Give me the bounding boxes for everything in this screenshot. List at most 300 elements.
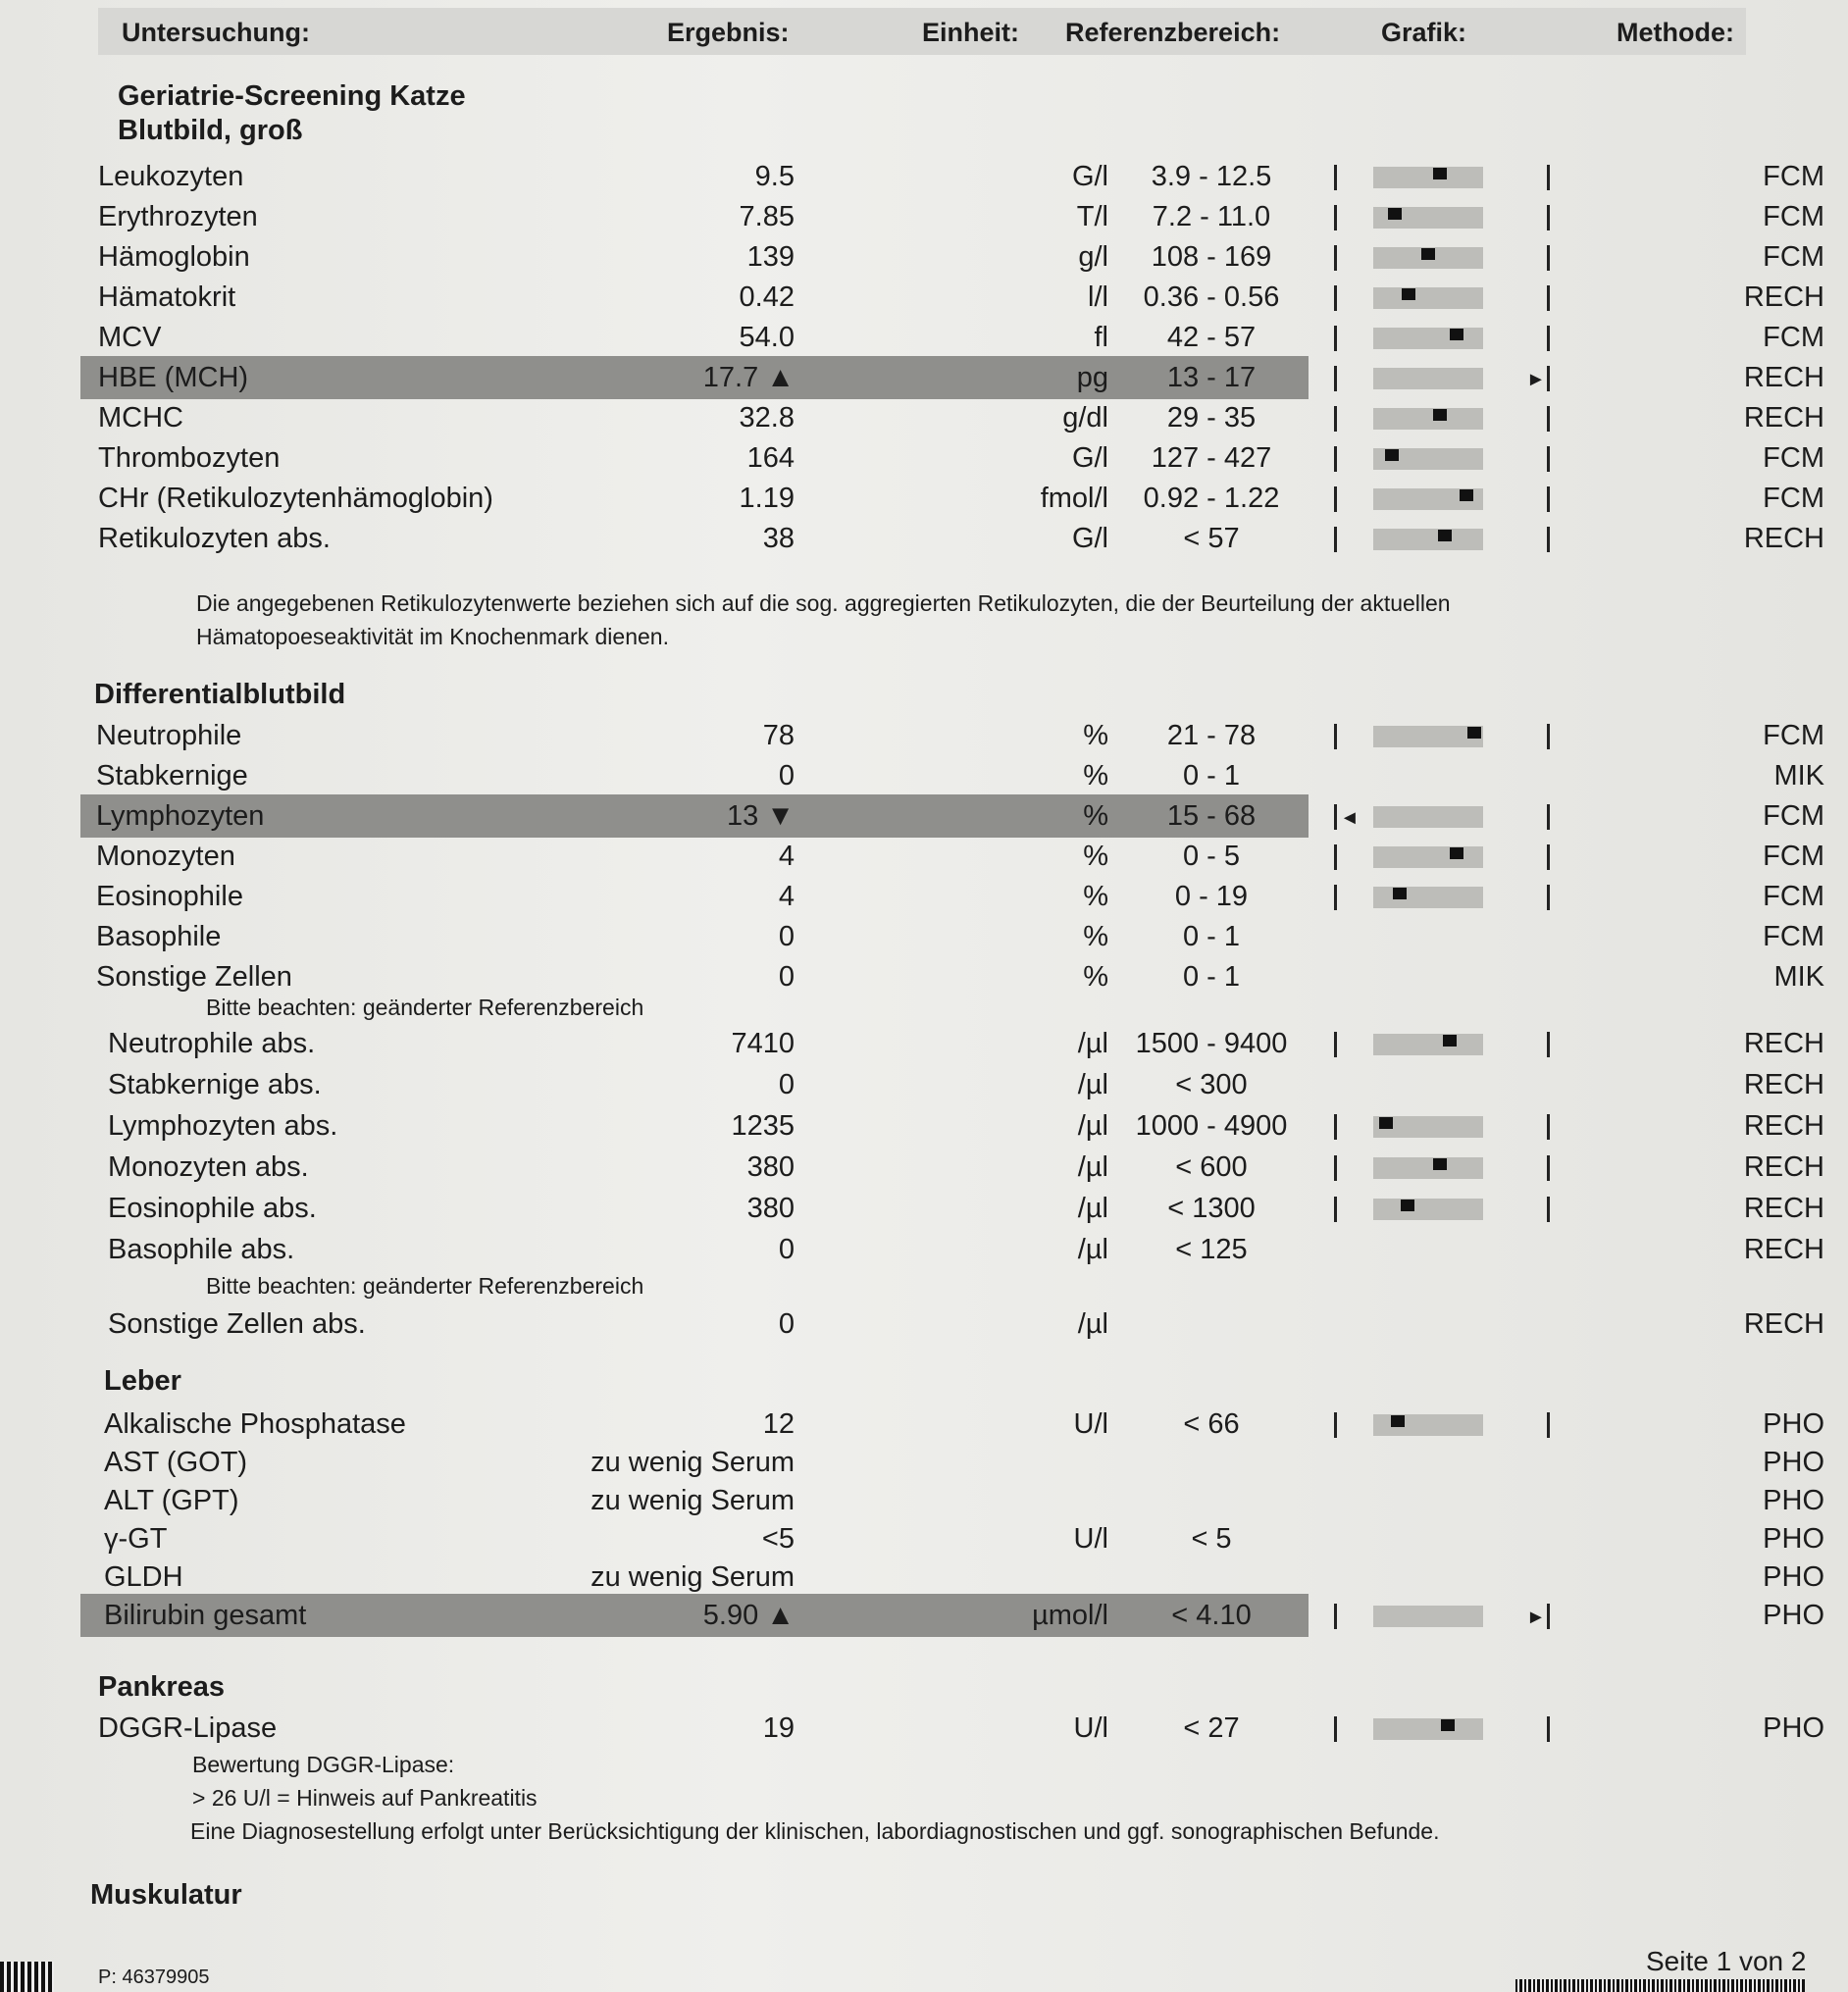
range-bar xyxy=(1373,408,1483,430)
row-method: RECH xyxy=(1743,362,1824,393)
row-unit: % xyxy=(1083,800,1108,832)
row-unit: % xyxy=(1083,921,1108,952)
table-row-lymphozyten xyxy=(88,796,1824,836)
range-marker xyxy=(1443,1035,1457,1047)
range-tick-left xyxy=(1334,1114,1337,1140)
row-result: 0 xyxy=(778,760,795,792)
row-name: MCV xyxy=(98,322,162,353)
row-method: PHO xyxy=(1763,1485,1824,1516)
table-row-gldh xyxy=(88,1558,1824,1597)
range-tick-right xyxy=(1547,1032,1550,1057)
range-bar xyxy=(1373,529,1483,550)
row-ref: < 66 xyxy=(1183,1408,1240,1440)
range-graphic xyxy=(1334,1195,1550,1224)
table-row-neutrophile xyxy=(88,716,1824,755)
row-result: 7410 xyxy=(731,1028,795,1059)
range-marker xyxy=(1393,888,1407,899)
range-graphic xyxy=(1334,1410,1550,1440)
row-unit: /µl xyxy=(1077,1193,1108,1224)
range-tick-left xyxy=(1334,285,1337,311)
table-row-monozyten-abs xyxy=(88,1148,1824,1187)
row-name: Basophile abs. xyxy=(108,1234,295,1265)
row-result: 0 xyxy=(778,921,795,952)
row-method: RECH xyxy=(1743,1193,1824,1224)
row-name: Erythrozyten xyxy=(98,201,258,232)
row-unit: l/l xyxy=(1088,281,1108,313)
range-graphic xyxy=(1334,444,1550,474)
range-graphic xyxy=(1334,163,1550,192)
row-name: Bilirubin gesamt xyxy=(104,1600,307,1631)
table-row-monozyten xyxy=(88,837,1824,876)
row-ref: 21 - 78 xyxy=(1166,720,1257,751)
row-unit: /µl xyxy=(1077,1308,1108,1340)
range-marker xyxy=(1385,449,1399,461)
row-result: 4 xyxy=(778,841,795,872)
row-unit: fl xyxy=(1094,322,1108,353)
patient-number: P: 46379905 xyxy=(98,1966,210,1988)
section-title-geriatrie: Geriatrie-Screening Katze xyxy=(118,80,466,112)
row-result: 1.19 xyxy=(739,483,795,514)
table-row-hbe-mch xyxy=(88,358,1824,397)
section-title-muskulatur: Muskulatur xyxy=(90,1879,242,1911)
row-method: PHO xyxy=(1763,1447,1824,1478)
table-row-lymphozyten-abs xyxy=(88,1106,1824,1146)
range-tick-left xyxy=(1334,1604,1337,1629)
row-name: Monozyten abs. xyxy=(108,1151,309,1183)
header-ergebnis: Ergebnis: xyxy=(667,18,790,47)
range-marker xyxy=(1401,1200,1414,1211)
range-graphic xyxy=(1334,1030,1550,1059)
row-unit: % xyxy=(1083,720,1108,751)
row-unit: % xyxy=(1083,841,1108,872)
header-untersuchung: Untersuchung: xyxy=(122,18,310,47)
above-range-arrow-icon: ► xyxy=(1526,369,1546,390)
range-graphic xyxy=(1334,843,1550,872)
range-graphic xyxy=(1334,1602,1550,1631)
row-unit: fmol/l xyxy=(1040,483,1108,514)
row-unit: G/l xyxy=(1071,161,1108,192)
table-row-sonstige-zellen xyxy=(88,957,1824,996)
row-unit: G/l xyxy=(1071,442,1108,474)
row-method: FCM xyxy=(1763,201,1824,232)
table-row-alt-gpt xyxy=(88,1481,1824,1520)
below-range-arrow-icon: ◄ xyxy=(1340,807,1360,829)
row-unit: µmol/l xyxy=(1032,1600,1108,1631)
table-row-mcv xyxy=(88,318,1824,357)
row-name: AST (GOT) xyxy=(104,1447,248,1478)
row-method: FCM xyxy=(1763,921,1824,952)
range-tick-right xyxy=(1547,245,1550,271)
row-unit: g/dl xyxy=(1062,402,1108,434)
row-name: Lymphozyten xyxy=(96,800,265,832)
range-graphic xyxy=(1334,324,1550,353)
row-result: 32.8 xyxy=(739,402,795,434)
row-ref: 127 - 427 xyxy=(1151,442,1272,474)
range-marker xyxy=(1441,1719,1455,1731)
table-row-thrombozyten xyxy=(88,438,1824,478)
row-result: 4 xyxy=(778,881,795,912)
header-referenzbereich: Referenzbereich: xyxy=(1065,18,1281,47)
lipase-note-line-1: Bewertung DGGR-Lipase: xyxy=(192,1752,455,1777)
table-row-mchc xyxy=(88,398,1824,437)
range-tick-left xyxy=(1334,486,1337,512)
range-tick-right xyxy=(1547,406,1550,432)
table-row-bilirubin-gesamt xyxy=(88,1596,1824,1635)
row-method: RECH xyxy=(1743,1110,1824,1142)
row-ref: 1000 - 4900 xyxy=(1135,1110,1288,1142)
row-ref: 0 - 5 xyxy=(1182,841,1241,872)
row-result: 7.85 xyxy=(739,201,795,232)
table-row-sonstige-zellen-abs xyxy=(88,1304,1824,1344)
row-unit: /µl xyxy=(1077,1151,1108,1183)
range-tick-right xyxy=(1547,326,1550,351)
row-result: 139 xyxy=(746,241,795,273)
row-name: Sonstige Zellen abs. xyxy=(108,1308,366,1340)
range-tick-left xyxy=(1334,326,1337,351)
range-marker xyxy=(1391,1415,1405,1427)
row-unit: pg xyxy=(1076,362,1108,393)
range-graphic xyxy=(1334,722,1550,751)
row-method: RECH xyxy=(1743,1069,1824,1100)
row-ref: < 1300 xyxy=(1167,1193,1256,1224)
range-tick-right xyxy=(1547,486,1550,512)
row-ref: 0.36 - 0.56 xyxy=(1143,281,1280,313)
row-name: DGGR-Lipase xyxy=(98,1712,278,1744)
range-tick-left xyxy=(1334,366,1337,391)
row-ref: < 27 xyxy=(1183,1712,1240,1744)
range-tick-left xyxy=(1334,165,1337,190)
row-result: 78 xyxy=(762,720,795,751)
row-method: FCM xyxy=(1763,841,1824,872)
row-result: zu wenig Serum xyxy=(590,1485,795,1516)
range-tick-right xyxy=(1547,527,1550,552)
table-row-eosinophile xyxy=(88,877,1824,916)
range-tick-right xyxy=(1547,724,1550,749)
row-method: RECH xyxy=(1743,1028,1824,1059)
row-name: GLDH xyxy=(104,1561,183,1593)
row-method: PHO xyxy=(1763,1712,1824,1744)
range-marker xyxy=(1433,168,1447,179)
section-title-leber: Leber xyxy=(104,1365,181,1397)
range-bar xyxy=(1373,1199,1483,1220)
section-title-differentialblutbild: Differentialblutbild xyxy=(94,679,346,710)
table-row-basophile xyxy=(88,917,1824,956)
table-row-hämoglobin xyxy=(88,237,1824,277)
row-ref: 1500 - 9400 xyxy=(1135,1028,1288,1059)
row-ref: 15 - 68 xyxy=(1166,800,1257,832)
row-name: Eosinophile abs. xyxy=(108,1193,317,1224)
range-tick-right xyxy=(1547,1604,1550,1629)
range-tick-right xyxy=(1547,1197,1550,1222)
range-tick-left xyxy=(1334,1032,1337,1057)
range-tick-right xyxy=(1547,1155,1550,1181)
range-graphic xyxy=(1334,883,1550,912)
range-marker xyxy=(1433,409,1447,421)
range-tick-right xyxy=(1547,885,1550,910)
range-tick-right xyxy=(1547,366,1550,391)
row-method: RECH xyxy=(1743,1234,1824,1265)
referenz-note-1: Bitte beachten: geänderter Referenzbereich xyxy=(206,995,644,1020)
row-name: Monozyten xyxy=(96,841,235,872)
row-name: γ-GT xyxy=(104,1523,168,1555)
row-ref: 29 - 35 xyxy=(1166,402,1257,434)
row-name: Hämatokrit xyxy=(98,281,236,313)
row-ref: 0 - 19 xyxy=(1174,881,1249,912)
range-bar xyxy=(1373,287,1483,309)
row-result: 0.42 xyxy=(739,281,795,313)
range-marker xyxy=(1450,847,1463,859)
row-ref: 0.92 - 1.22 xyxy=(1143,483,1280,514)
row-unit: /µl xyxy=(1077,1028,1108,1059)
row-ref: 0 - 1 xyxy=(1182,921,1241,952)
range-bar xyxy=(1373,328,1483,349)
header-grafik: Grafik: xyxy=(1381,18,1467,47)
range-marker xyxy=(1433,1158,1447,1170)
row-ref: 0 - 1 xyxy=(1182,760,1241,792)
range-marker xyxy=(1450,329,1463,340)
table-row-stabkernige-abs xyxy=(88,1065,1824,1104)
row-unit: U/l xyxy=(1073,1712,1108,1744)
row-result: 0 xyxy=(778,1234,795,1265)
row-name: Thrombozyten xyxy=(98,442,281,474)
row-result: 380 xyxy=(746,1151,795,1183)
row-method: RECH xyxy=(1743,402,1824,434)
row-method: FCM xyxy=(1763,241,1824,273)
row-name: Retikulozyten abs. xyxy=(98,523,331,554)
row-result: zu wenig Serum xyxy=(590,1561,795,1593)
row-unit: U/l xyxy=(1073,1523,1108,1555)
row-ref: 13 - 17 xyxy=(1166,362,1257,393)
range-marker xyxy=(1379,1117,1393,1129)
table-row-retikulozyten-abs xyxy=(88,519,1824,558)
range-tick-right xyxy=(1547,165,1550,190)
range-tick-right xyxy=(1547,285,1550,311)
range-tick-left xyxy=(1334,245,1337,271)
range-graphic xyxy=(1334,525,1550,554)
range-marker xyxy=(1402,288,1415,300)
row-method: FCM xyxy=(1763,442,1824,474)
row-ref: 108 - 169 xyxy=(1151,241,1272,273)
row-method: FCM xyxy=(1763,881,1824,912)
range-bar xyxy=(1373,1157,1483,1179)
range-bar xyxy=(1373,1034,1483,1055)
row-name: MCHC xyxy=(98,402,183,434)
row-method: MIK xyxy=(1773,760,1824,792)
table-row-neutrophile-abs xyxy=(88,1024,1824,1063)
qr-code-fragment xyxy=(0,1962,54,1992)
range-tick-left xyxy=(1334,446,1337,472)
row-name: Hämoglobin xyxy=(98,241,250,273)
range-tick-left xyxy=(1334,527,1337,552)
row-ref: < 5 xyxy=(1191,1523,1232,1555)
row-unit: % xyxy=(1083,760,1108,792)
range-tick-left xyxy=(1334,406,1337,432)
range-tick-right xyxy=(1547,844,1550,870)
row-method: PHO xyxy=(1763,1600,1824,1631)
row-result: 0 xyxy=(778,1308,795,1340)
range-tick-right xyxy=(1547,804,1550,830)
row-ref: < 4.10 xyxy=(1171,1600,1252,1631)
row-name: Alkalische Phosphatase xyxy=(104,1408,406,1440)
row-ref: < 125 xyxy=(1175,1234,1248,1265)
row-unit: % xyxy=(1083,961,1108,993)
row-ref: < 57 xyxy=(1183,523,1240,554)
row-method: RECH xyxy=(1743,1151,1824,1183)
retikulozyten-note-line-2: Hämatopoeseaktivität im Knochenmark dienen. xyxy=(196,624,669,649)
range-graphic xyxy=(1334,404,1550,434)
table-row-dggr-lipase xyxy=(88,1709,1824,1748)
range-graphic xyxy=(1334,1112,1550,1142)
row-ref: 42 - 57 xyxy=(1166,322,1257,353)
row-result: 1235 xyxy=(731,1110,795,1142)
row-unit: % xyxy=(1083,881,1108,912)
range-tick-left xyxy=(1334,1716,1337,1742)
row-result: 0 xyxy=(778,1069,795,1100)
range-bar xyxy=(1373,806,1483,828)
table-row-chr-retikulozytenhämoglobin xyxy=(88,479,1824,518)
table-header xyxy=(98,8,1746,55)
row-method: FCM xyxy=(1763,720,1824,751)
row-result: 19 xyxy=(762,1712,795,1744)
range-tick-left xyxy=(1334,1197,1337,1222)
range-marker xyxy=(1460,489,1473,501)
row-unit: /µl xyxy=(1077,1069,1108,1100)
row-unit: g/l xyxy=(1078,241,1108,273)
lipase-note-line-2: > 26 U/l = Hinweis auf Pankreatitis xyxy=(192,1785,538,1811)
row-result: 17.7 ▲ xyxy=(702,362,795,393)
range-graphic xyxy=(1334,1153,1550,1183)
row-name: Neutrophile abs. xyxy=(108,1028,316,1059)
row-name: Sonstige Zellen xyxy=(96,961,292,993)
range-bar xyxy=(1373,887,1483,908)
row-ref: 3.9 - 12.5 xyxy=(1151,161,1272,192)
range-graphic xyxy=(1334,203,1550,232)
row-result: 12 xyxy=(762,1408,795,1440)
range-tick-right xyxy=(1547,1716,1550,1742)
row-unit: G/l xyxy=(1071,523,1108,554)
row-method: FCM xyxy=(1763,161,1824,192)
above-range-arrow-icon: ► xyxy=(1526,1607,1546,1628)
referenz-note-2: Bitte beachten: geänderter Referenzbereich xyxy=(206,1273,644,1299)
range-marker xyxy=(1467,727,1481,739)
range-graphic xyxy=(1334,485,1550,514)
row-method: MIK xyxy=(1773,961,1824,993)
range-tick-right xyxy=(1547,1114,1550,1140)
row-result: zu wenig Serum xyxy=(590,1447,795,1478)
range-tick-left xyxy=(1334,885,1337,910)
range-tick-right xyxy=(1547,446,1550,472)
row-method: RECH xyxy=(1743,1308,1824,1340)
row-method: FCM xyxy=(1763,483,1824,514)
row-unit: /µl xyxy=(1077,1110,1108,1142)
range-tick-left xyxy=(1334,724,1337,749)
range-marker xyxy=(1438,530,1452,541)
row-ref: < 300 xyxy=(1175,1069,1248,1100)
table-row-eosinophile-abs xyxy=(88,1189,1824,1228)
row-method: FCM xyxy=(1763,800,1824,832)
row-ref: < 600 xyxy=(1175,1151,1248,1183)
range-tick-left xyxy=(1334,804,1337,830)
row-result: 54.0 xyxy=(739,322,795,353)
section-title-pankreas: Pankreas xyxy=(98,1671,225,1703)
row-name: Basophile xyxy=(96,921,222,952)
table-row-stabkernige xyxy=(88,756,1824,795)
range-graphic xyxy=(1334,802,1550,832)
table-row-leukozyten xyxy=(88,157,1824,196)
table-row-basophile-abs xyxy=(88,1230,1824,1269)
row-method: FCM xyxy=(1763,322,1824,353)
table-row-hämatokrit xyxy=(88,278,1824,317)
table-row-alkalische-phosphatase xyxy=(88,1405,1824,1444)
row-method: PHO xyxy=(1763,1523,1824,1555)
row-method: RECH xyxy=(1743,281,1824,313)
row-name: CHr (Retikulozytenhämoglobin) xyxy=(98,483,493,514)
lipase-note-line-3: Eine Diagnosestellung erfolgt unter Berücksichtigung der klinischen, labordiagnostischen und ggf. sonographischen Befunde. xyxy=(190,1818,1440,1844)
range-tick-left xyxy=(1334,205,1337,230)
range-graphic xyxy=(1334,243,1550,273)
range-graphic xyxy=(1334,283,1550,313)
row-result: 5.90 ▲ xyxy=(702,1600,795,1631)
row-method: PHO xyxy=(1763,1561,1824,1593)
range-bar xyxy=(1373,846,1483,868)
row-result: 13 ▼ xyxy=(726,800,795,832)
range-graphic xyxy=(1334,364,1550,393)
page-number: Seite 1 von 2 xyxy=(1646,1946,1807,1976)
table-row-gt xyxy=(88,1519,1824,1558)
table-row-ast-got xyxy=(88,1443,1824,1482)
header-einheit: Einheit: xyxy=(922,18,1019,47)
range-marker xyxy=(1388,208,1402,220)
range-marker xyxy=(1421,248,1435,260)
row-method: PHO xyxy=(1763,1408,1824,1440)
row-unit: T/l xyxy=(1076,201,1108,232)
row-name: Stabkernige xyxy=(96,760,248,792)
row-name: ALT (GPT) xyxy=(104,1485,239,1516)
row-ref: 0 - 1 xyxy=(1182,961,1241,993)
row-result: 9.5 xyxy=(754,161,795,192)
header-methode: Methode: xyxy=(1617,18,1734,47)
range-tick-right xyxy=(1547,1412,1550,1438)
range-bar xyxy=(1373,167,1483,188)
row-name: Leukozyten xyxy=(98,161,244,192)
row-name: Neutrophile xyxy=(96,720,242,751)
row-unit: U/l xyxy=(1073,1408,1108,1440)
row-name: Lymphozyten abs. xyxy=(108,1110,338,1142)
table-row-erythrozyten xyxy=(88,197,1824,236)
range-bar xyxy=(1373,368,1483,389)
section-title-blutbild: Blutbild, groß xyxy=(118,115,303,146)
range-bar xyxy=(1373,1718,1483,1740)
row-method: RECH xyxy=(1743,523,1824,554)
row-name: Eosinophile xyxy=(96,881,243,912)
row-result: 0 xyxy=(778,961,795,993)
row-unit: /µl xyxy=(1077,1234,1108,1265)
barcode xyxy=(1515,1979,1805,1992)
retikulozyten-note-line-1: Die angegebenen Retikulozytenwerte beziehen sich auf die sog. aggregierten Retikulozyten, die der Beurteilung der aktuellen xyxy=(196,590,1451,616)
range-tick-left xyxy=(1334,1155,1337,1181)
range-tick-right xyxy=(1547,205,1550,230)
row-name: Stabkernige abs. xyxy=(108,1069,322,1100)
row-result: 38 xyxy=(762,523,795,554)
row-result: 164 xyxy=(746,442,795,474)
row-result: 380 xyxy=(746,1193,795,1224)
range-bar xyxy=(1373,1606,1483,1627)
range-tick-left xyxy=(1334,844,1337,870)
range-graphic xyxy=(1334,1714,1550,1744)
row-result: <5 xyxy=(761,1523,795,1555)
range-tick-left xyxy=(1334,1412,1337,1438)
row-ref: 7.2 - 11.0 xyxy=(1152,201,1271,232)
